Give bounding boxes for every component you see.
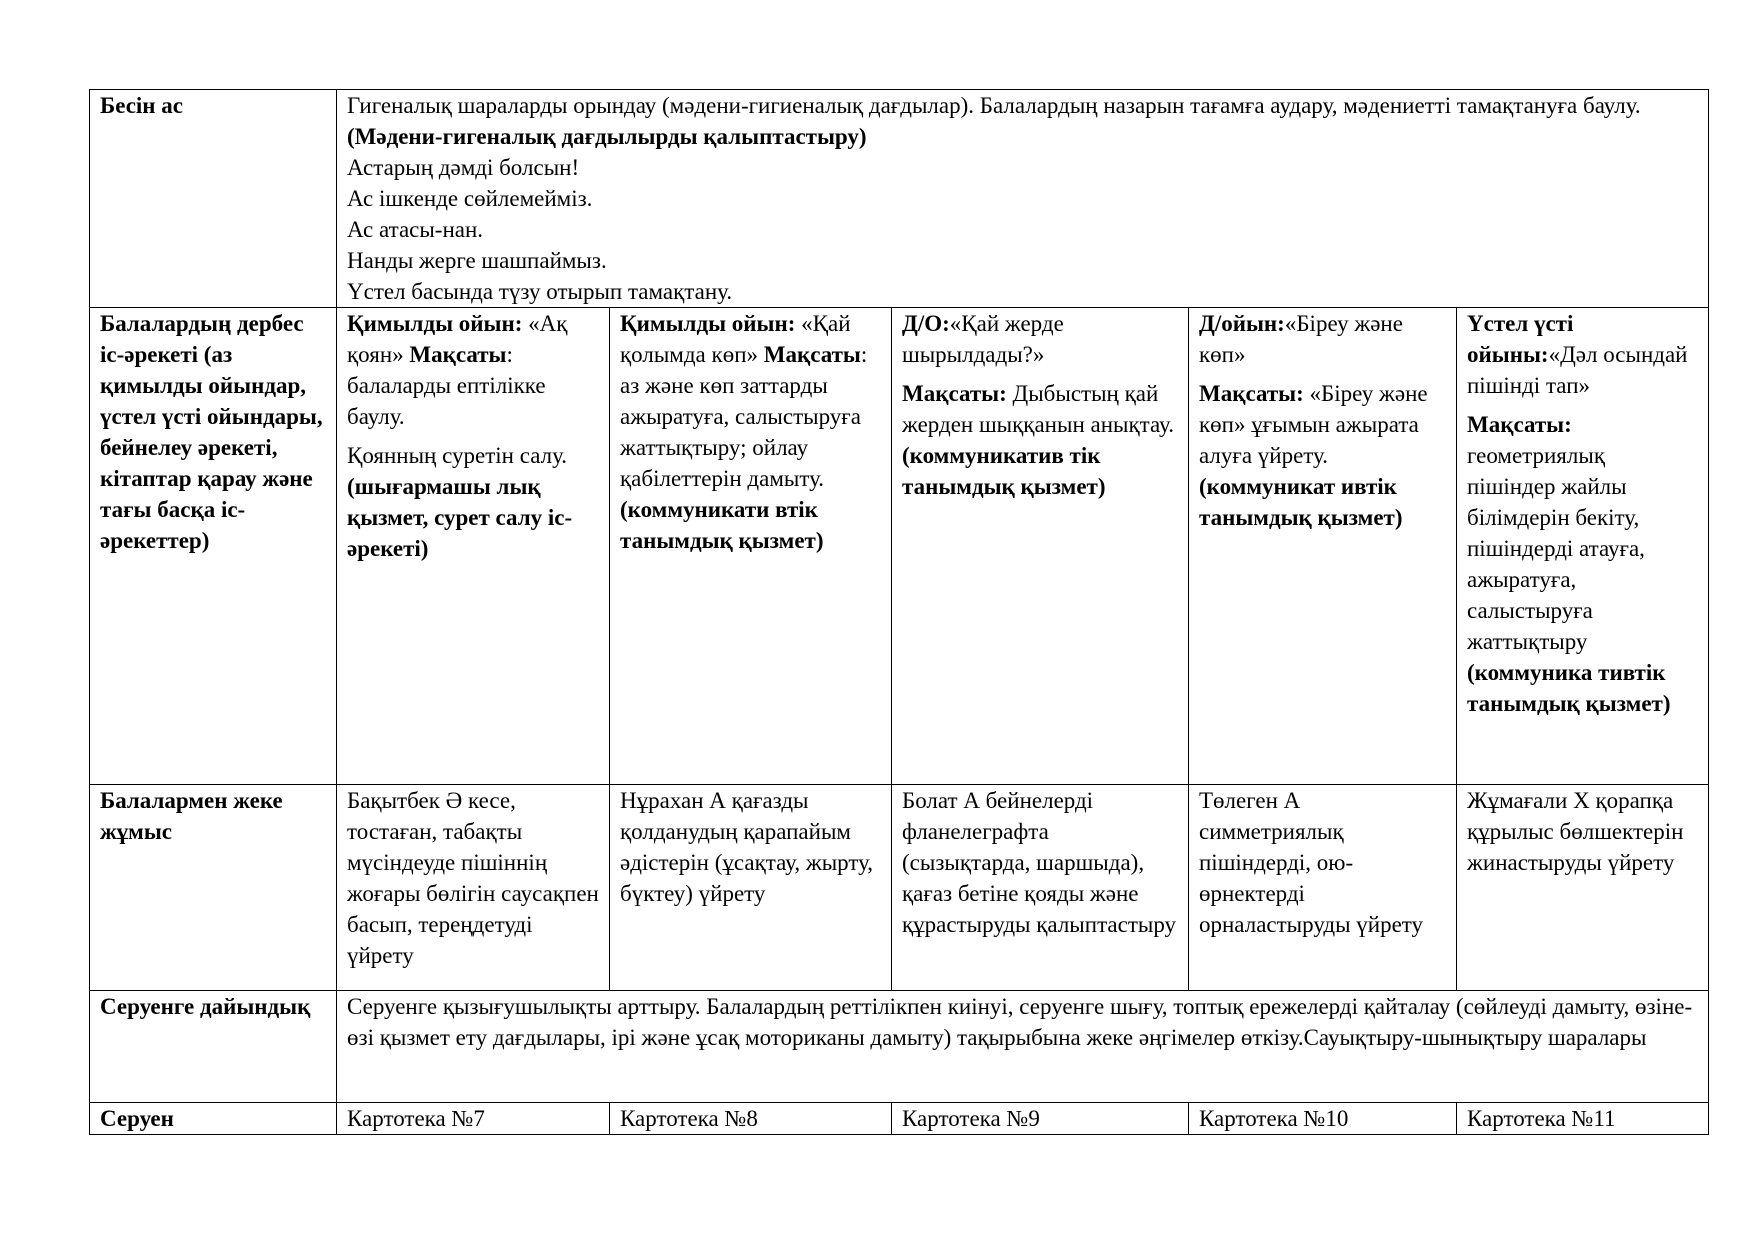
goal-text: Дыбыстың қай жерден шыққанын анықтау. (902, 381, 1174, 437)
goal-label: Мақсаты (763, 342, 861, 367)
game-title: «Біреу және көп» (1199, 311, 1403, 367)
afternoon-snack-content (337, 90, 1709, 308)
snack-intro-bold: (Мәдени-гигеналық дағдылырды қалыптастыру) (347, 124, 867, 149)
individual-work-cell: Төлеген А симметриялық пішіндерді, ою-өрнектерді орналастыруды үйрету (1189, 785, 1457, 991)
walk-card-cell: Картотека №10 (1189, 1103, 1457, 1135)
activity-tag: (коммуникати втік танымдық қызмет) (620, 497, 824, 553)
row-label-walk-preparation: Серуенге дайындық (90, 991, 337, 1103)
goal-label: Мақсаты: (902, 381, 1007, 406)
snack-line: Ас ішкенде сөйлемейміз. (347, 186, 593, 211)
walk-card-cell: Картотека №9 (892, 1103, 1189, 1135)
goal-text: : аз және көп заттарды ажыратуға, салыстыруға жаттықтыру; ойлау қабілеттерін дамыту. (620, 342, 868, 491)
row-individual-work (90, 785, 1709, 991)
activity-tag: (коммуникатив тік танымдық қызмет) (902, 443, 1106, 499)
snack-line: Астарың дәмді болсын! (347, 155, 580, 180)
daily-plan-table (89, 89, 1709, 1135)
activity-cell-5 (1457, 308, 1709, 785)
row-label-individual-work: Балалармен жеке жұмыс (90, 785, 337, 991)
walk-card-cell: Картотека №7 (337, 1103, 610, 1135)
row-afternoon-snack (90, 90, 1709, 308)
game-title: «Қай қолымда көп» (620, 311, 851, 367)
row-independent-activity (90, 308, 1709, 785)
individual-work-cell: Бақытбек Ә кесе, тостаған, табақты мүсіндеуде пішіннің жоғары бөлігін саусақпен басып, тереңдетуді үйрету (337, 785, 610, 991)
row-label-walk: Серуен (90, 1103, 337, 1135)
game-title-label: Қимылды ойын: (620, 311, 796, 336)
walk-preparation-content: Серуенге қызығушылықты арттыру. Балалардың реттілікпен киінуі, серуенге шығу, топтық ережелерді қайталау (сөйлеуді дамыту, өзіне-өзі қызмет ету дағдылары, ірі және ұсақ моториканы дамыту) тақырыбына жеке әңгімелер өткізу.Сауықтыру-шынықтыру шаралары (337, 991, 1709, 1103)
game-title-label: Қимылды ойын: (347, 311, 523, 336)
activity-tag: (шығармашы лық қызмет, сурет салу іс-әрекеті) (347, 474, 573, 561)
snack-line: Ас атасы-нан. (347, 217, 484, 242)
goal-text: геометриялық пішіндер жайлы білімдерін бекіту, пішіндерді атауға, ажыратуға, салыстыруға жаттықтыру (1467, 443, 1645, 654)
activity-extra: Қоянның суретін салу. (347, 443, 568, 468)
game-title: «Дәл осындай пішінді тап» (1467, 342, 1688, 398)
activity-cell-1 (337, 308, 610, 785)
activity-cell-4 (1189, 308, 1457, 785)
row-walk (90, 1103, 1709, 1135)
walk-card-cell: Картотека №8 (610, 1103, 892, 1135)
activity-cell-2 (610, 308, 892, 785)
game-title: «Ақ қоян» (347, 311, 568, 367)
row-walk-preparation (90, 991, 1709, 1103)
individual-work-cell: Жұмағали Х қорапқа құрылыс бөлшектерін жинастыруды үйрету (1457, 785, 1709, 991)
activity-tag: (коммуникат ивтік танымдық қызмет) (1199, 474, 1403, 530)
goal-label: Мақсаты (409, 342, 507, 367)
game-title-label: Д/О: (902, 311, 950, 336)
game-title-label: Үстел үсті ойыны: (1467, 311, 1574, 367)
goal-text: «Біреу және көп» ұғымын ажырата алуға үйрету. (1199, 381, 1428, 468)
snack-intro: Гигеналық шараларды орындау (мәдени-гигиеналық дағдылар). Балалардың назарын тағамға аудару, мәдениетті тамақтануға баулу. (347, 93, 1641, 118)
goal-text: : балаларды ептілікке баулу. (347, 342, 546, 429)
activity-tag: (коммуника тивтік танымдық қызмет) (1467, 660, 1671, 716)
snack-line: Үстел басында түзу отырып тамақтану. (347, 279, 733, 304)
individual-work-cell: Нұрахан А қағазды қолданудың қарапайым әдістерін (ұсақтау, жырту, бүктеу) үйрету (610, 785, 892, 991)
row-label-independent-activity: Балалардың дербес іс-әрекеті (аз қимылды ойындар, үстел үсті ойындары, бейнелеу әрекеті, кітаптар қарау және тағы басқа іс-әрекеттер) (90, 308, 337, 785)
walk-card-cell: Картотека №11 (1457, 1103, 1709, 1135)
snack-line: Нанды жерге шашпаймыз. (347, 248, 607, 273)
game-title-label: Д/ойын: (1199, 311, 1285, 336)
game-title: «Қай жерде шырылдады?» (902, 311, 1064, 367)
goal-label: Мақсаты: (1467, 412, 1572, 437)
activity-cell-3 (892, 308, 1189, 785)
individual-work-cell: Болат А бейнелерді фланелеграфта (сызықтарда, шаршыда), қағаз бетіне қояды және құрастыруды қалыптастыру (892, 785, 1189, 991)
goal-label: Мақсаты: (1199, 381, 1304, 406)
row-label-afternoon-snack: Бесін ас (90, 90, 337, 308)
